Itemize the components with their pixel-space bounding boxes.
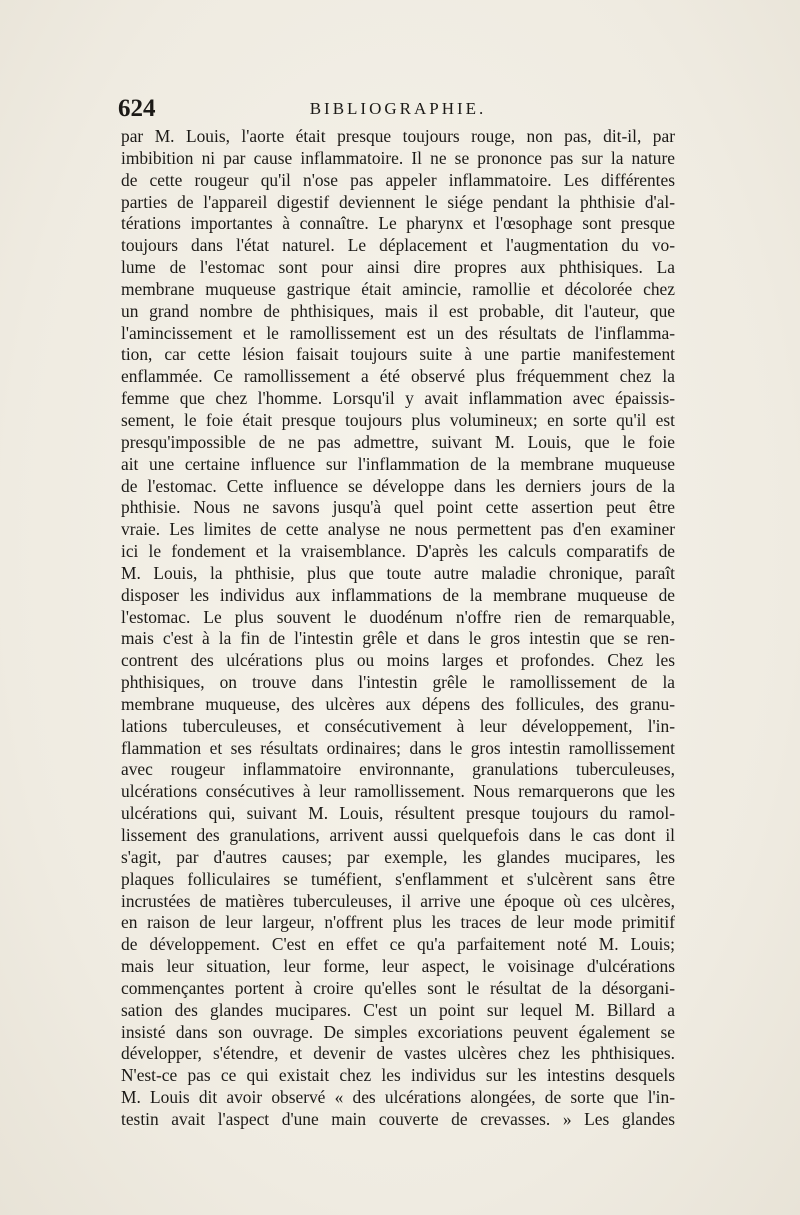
- text-line: contrent des ulcérations plus ou moins larges et profondes. Chez les: [121, 650, 675, 671]
- text-line: tion, car cette lésion faisait toujours suite à une partie manifestement: [121, 344, 675, 365]
- text-line: s'agit, par d'autres causes; par exemple, les glandes mucipares, les: [121, 846, 675, 867]
- text-line: imbibition ni par cause inflammatoire. Il ne se prononce pas sur la nature: [121, 147, 675, 168]
- text-line: M. Louis, la phthisie, plus que toute autre maladie chronique, paraît: [121, 562, 675, 583]
- text-line: sation des glandes mucipares. C'est un point sur lequel M. Billard a: [121, 999, 675, 1020]
- text-line: un grand nombre de phthisiques, mais il est probable, dit l'auteur, que: [121, 300, 675, 321]
- text-line: insisté dans son ouvrage. De simples excoriations peuvent également se: [121, 1021, 675, 1042]
- text-line: M. Louis dit avoir observé « des ulcérations alongées, de sorte que l'in-: [121, 1087, 675, 1108]
- text-line: développer, s'étendre, et devenir de vastes ulcères chez les phthisiques.: [121, 1043, 675, 1064]
- text-line: avec rougeur inflammatoire environnante, granulations tuberculeuses,: [121, 759, 675, 780]
- text-line: térations importantes à connaître. Le pharynx et l'œsophage sont presque: [121, 213, 675, 234]
- text-line: parties de l'appareil digestif deviennent le siége pendant la phthisie d'al-: [121, 191, 675, 212]
- text-line: commençantes portent à croire qu'elles sont le résultat de la désorgani-: [121, 977, 675, 998]
- text-line: phthisiques, on trouve dans l'intestin grêle le ramollissement de la: [121, 672, 675, 693]
- text-line: ait une certaine influence sur l'inflammation de la membrane muqueuse: [121, 453, 675, 474]
- text-line: l'estomac. Le plus souvent le duodénum n'offre rien de remarquable,: [121, 606, 675, 627]
- text-line: disposer les individus aux inflammations de la membrane muqueuse de: [121, 584, 675, 605]
- text-line: membrane muqueuse gastrique était amincie, ramollie et décolorée chez: [121, 278, 675, 299]
- text-line: N'est-ce pas ce qui existait chez les individus sur les intestins desquels: [121, 1065, 675, 1086]
- text-line: par M. Louis, l'aorte était presque toujours rouge, non pas, dit-il, par: [121, 126, 675, 146]
- body-text: [121, 126, 675, 1131]
- text-line: flammation et ses résultats ordinaires; dans le gros intestin ramollissement: [121, 737, 675, 758]
- text-line: de développement. C'est en effet ce qu'a parfaitement noté M. Louis;: [121, 934, 675, 955]
- text-line: ici le fondement et la vraisemblance. D'après les calculs comparatifs de: [121, 541, 675, 562]
- text-line: phthisie. Nous ne savons jusqu'à quel point cette assertion peut être: [121, 497, 675, 518]
- text-line: ulcérations qui, suivant M. Louis, résultent presque toujours du ramol-: [121, 803, 675, 824]
- text-line: sement, le foie était presque toujours plus volumineux; en sorte qu'il est: [121, 409, 675, 430]
- page-number: 624: [118, 95, 156, 122]
- text-line: lissement des granulations, arrivent aussi quelquefois dans le cas dont il: [121, 825, 675, 845]
- text-line: enflammée. Ce ramollissement a été observé plus fréquemment chez la: [121, 366, 675, 387]
- text-line: l'amincissement et le ramollissement est un des résultats de l'inflamma-: [121, 322, 675, 343]
- text-line: incrustées de matières tuberculeuses, il arrive une époque où ces ulcères,: [121, 890, 675, 911]
- text-line: de l'estomac. Cette influence se développe dans les derniers jours de la: [121, 475, 675, 496]
- text-line: presqu'impossible de ne pas admettre, suivant M. Louis, que le foie: [121, 431, 675, 452]
- text-line: testin avait l'aspect d'une main couverte de crevasses. » Les glandes: [121, 1108, 675, 1129]
- text-line: ulcérations consécutives à leur ramollissement. Nous remarquerons que les: [121, 781, 675, 802]
- text-line: plaques folliculaires se tuméfient, s'enflamment et s'ulcèrent sans être: [121, 868, 675, 889]
- running-head: BIBLIOGRAPHIE.: [309, 99, 487, 118]
- page-header: [118, 95, 678, 125]
- text-line: vraie. Les limites de cette analyse ne nous permettent pas d'en examiner: [121, 519, 675, 540]
- text-line: femme que chez l'homme. Lorsqu'il y avait inflammation avec épaissis-: [121, 388, 675, 409]
- text-line: de cette rougeur qu'il n'ose pas appeler inflammatoire. Les différentes: [121, 169, 675, 190]
- text-line: toujours dans l'état naturel. Le déplacement et l'augmentation du vo-: [121, 235, 675, 256]
- text-line: mais leur situation, leur forme, leur aspect, le voisinage d'ulcérations: [121, 956, 675, 977]
- text-line: en raison de leur largeur, n'offrent plus les traces de leur mode primitif: [121, 912, 675, 933]
- text-line: lations tuberculeuses, et consécutivement à leur développement, l'in-: [121, 715, 675, 736]
- text-line: lume de l'estomac sont pour ainsi dire propres aux phthisiques. La: [121, 257, 675, 278]
- text-line: mais c'est à la fin de l'intestin grêle et dans le gros intestin que se ren-: [121, 628, 675, 649]
- text-line: membrane muqueuse, des ulcères aux dépens des follicules, des granu-: [121, 693, 675, 714]
